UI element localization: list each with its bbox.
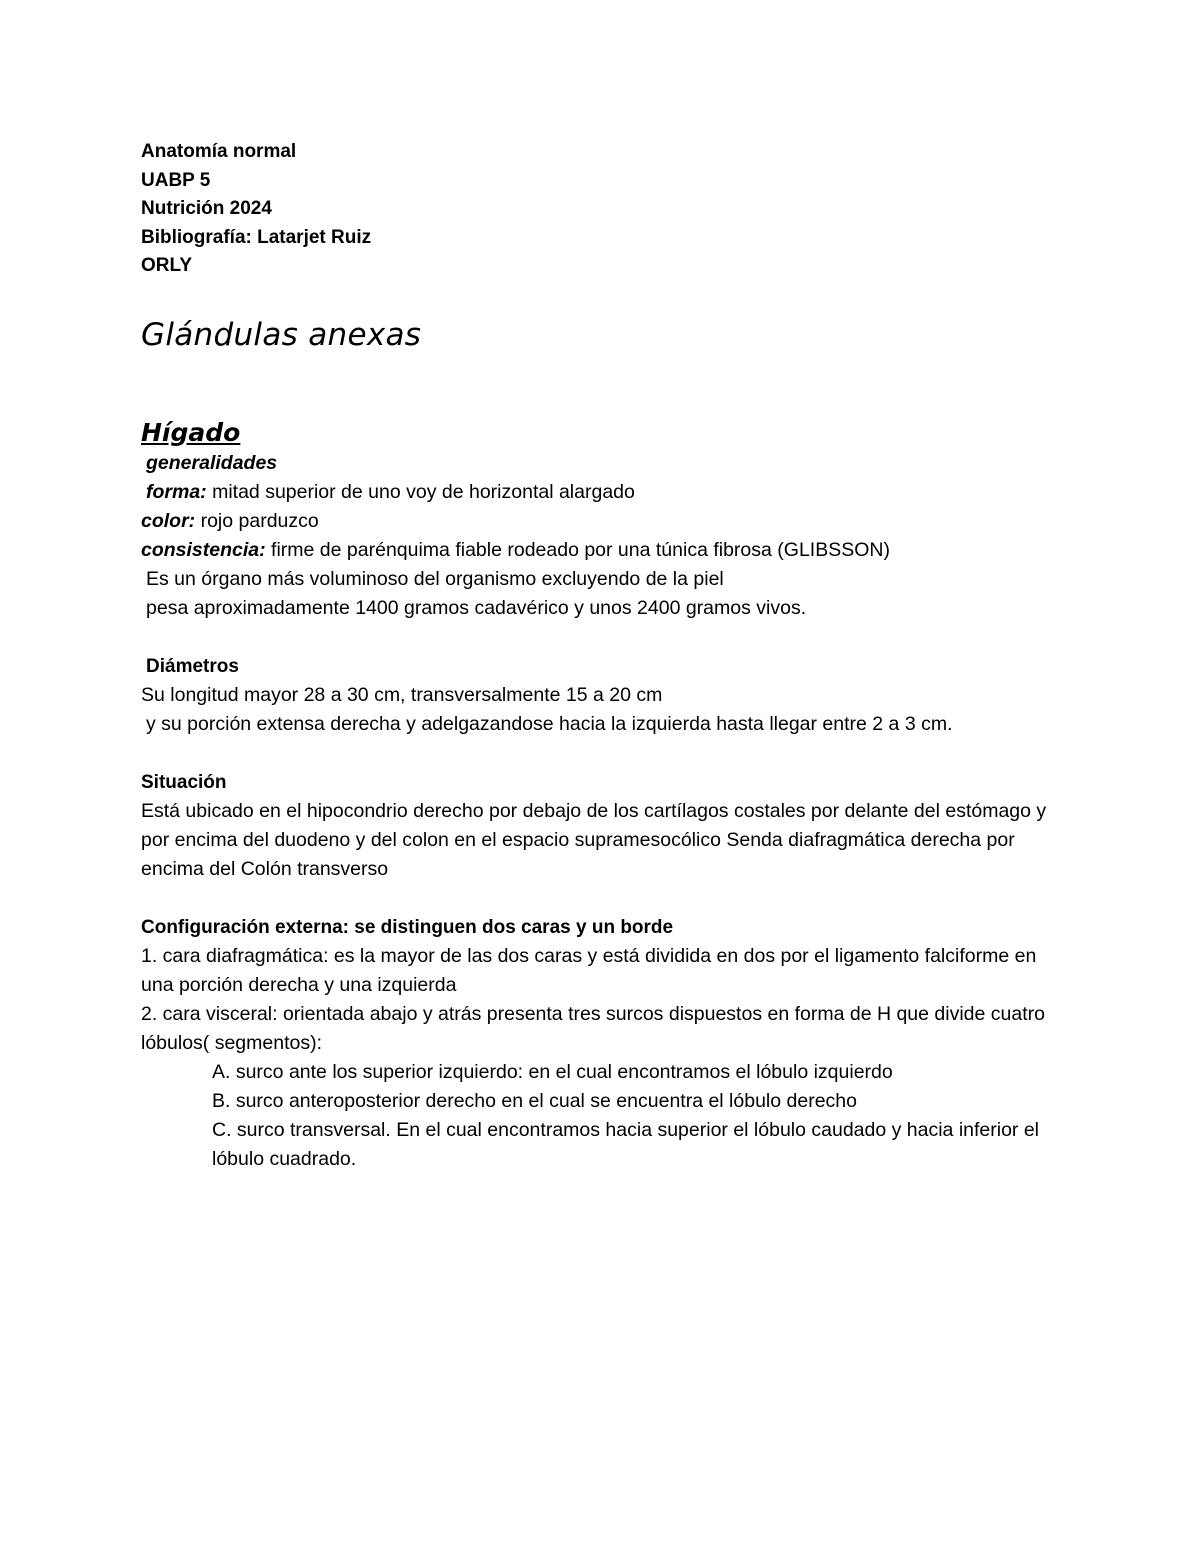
forma-line <box>141 478 1061 507</box>
surco-item-b: B. surco anteroposterior derecho en el cual se encuentra el lóbulo derecho <box>212 1089 857 1112</box>
document-content <box>141 138 1061 1174</box>
situacion-text: Está ubicado en el hipocondrio derecho por debajo de los cartílagos costales por delante del estómago y por encima del duodeno y del colon en el espacio supramesocólico Senda diafragmática derecha por encima del Colón transverso <box>141 799 1047 880</box>
configuracion-heading: Configuración externa: se distinguen dos caras y un borde <box>141 916 674 938</box>
peso-line: pesa aproximadamente 1400 gramos cadavérico y unos 2400 gramos vivos. <box>146 596 807 619</box>
forma-text: mitad superior de uno voy de horizontal alargado <box>206 480 635 503</box>
diametros-line-2: y su porción extensa derecha y adelgazandose hacia la izquierda hasta llegar entre 2 a 3 cm. <box>146 712 953 735</box>
generalidades-label: generalidades <box>146 451 278 474</box>
forma-label: forma: <box>146 480 207 503</box>
course-unit: UABP 5 <box>141 169 211 191</box>
section-heading-higado: Hígado <box>141 417 241 447</box>
bibliography: Bibliografía: Latarjet Ruiz <box>141 226 372 248</box>
course-name: Anatomía normal <box>141 141 297 162</box>
document-title: Glándulas anexas <box>141 316 422 353</box>
spacer <box>141 623 1061 652</box>
author: ORLY <box>141 255 193 276</box>
surco-item-c: C. surco transversal. En el cual encontramos hacia superior el lóbulo caudado y hacia inferior el lóbulo cuadrado. <box>212 1118 1040 1170</box>
spacer <box>141 739 1061 768</box>
situacion-heading: Situación <box>141 771 227 793</box>
consistencia-text: firme de parénquima fiable rodeado por una túnica fibrosa (GLIBSSON) <box>265 538 890 561</box>
surco-item-a: A. surco ante los superior izquierdo: en el cual encontramos el lóbulo izquierdo <box>212 1060 893 1083</box>
diametros-heading: Diámetros <box>146 655 239 677</box>
consistencia-label: consistencia: <box>141 538 266 561</box>
color-label: color: <box>141 509 196 532</box>
diametros-line-1: Su longitud mayor 28 a 30 cm, transversalmente 15 a 20 cm <box>141 683 663 706</box>
configuracion-item-1: 1. cara diafragmática: es la mayor de las dos caras y está dividida en dos por el ligamento falciforme en una porción derecha y una izquierda <box>141 944 1037 996</box>
color-line <box>141 507 1061 536</box>
spacer <box>141 884 1061 913</box>
organo-line: Es un órgano más voluminoso del organismo excluyendo de la piel <box>146 567 724 590</box>
configuracion-item-2: 2. cara visceral: orientada abajo y atrás presenta tres surcos dispuestos en forma de H que divide cuatro lóbulos( segmentos): <box>141 1002 1045 1054</box>
course-year: Nutrición 2024 <box>141 198 272 219</box>
consistencia-line <box>141 536 1061 565</box>
color-text: rojo parduzco <box>195 509 319 532</box>
